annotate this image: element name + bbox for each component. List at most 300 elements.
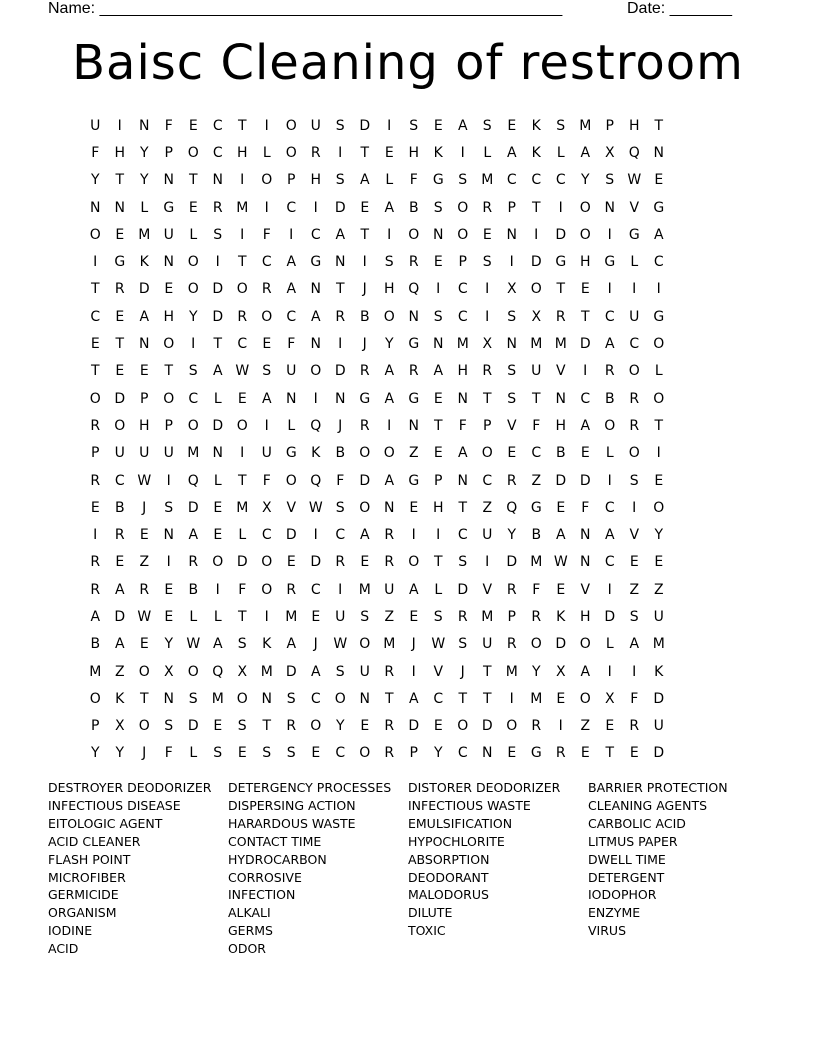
grid-letter: R — [384, 554, 395, 571]
grid-row — [83, 139, 733, 166]
grid-letter: O — [383, 445, 395, 462]
grid-letter: O — [408, 226, 420, 243]
grid-letter: E — [115, 554, 125, 571]
grid-letter: U — [139, 445, 150, 462]
grid-letter: I — [338, 581, 343, 598]
grid-letter: F — [532, 417, 541, 434]
word-column — [588, 779, 768, 940]
grid-letter: N — [139, 117, 150, 134]
grid-letter: T — [384, 690, 394, 707]
grid-letter: Y — [335, 718, 345, 735]
grid-letter: R — [629, 390, 640, 407]
word-list-item: IODINE — [48, 923, 93, 939]
grid-letter: M — [260, 663, 273, 680]
grid-letter: C — [604, 499, 615, 516]
word-list-item: INFECTIOUS WASTE — [408, 797, 531, 813]
grid-letter: O — [236, 281, 248, 298]
grid-letter: S — [409, 117, 419, 134]
grid-row — [83, 467, 733, 494]
grid-letter: F — [91, 144, 100, 161]
grid-letter: A — [457, 117, 468, 134]
grid-letter: W — [137, 472, 152, 489]
grid-letter: L — [605, 636, 614, 653]
grid-letter: D — [604, 608, 616, 625]
grid-letter: W — [235, 363, 250, 380]
grid-row — [83, 713, 733, 740]
grid-letter: D — [212, 308, 224, 325]
grid-letter: O — [163, 390, 175, 407]
grid-letter: I — [607, 281, 612, 298]
grid-letter: N — [335, 254, 346, 271]
grid-letter: D — [359, 117, 371, 134]
grid-letter: T — [654, 417, 664, 434]
grid-letter: A — [139, 308, 150, 325]
grid-letter: O — [653, 499, 665, 516]
grid-letter: O — [89, 226, 101, 243]
word-list-item: DISTORER DEODORIZER — [408, 780, 561, 795]
grid-letter: H — [579, 608, 591, 625]
grid-letter: N — [580, 527, 591, 544]
grid-letter: N — [163, 690, 174, 707]
grid-letter: N — [212, 445, 223, 462]
grid-letter: T — [237, 472, 247, 489]
grid-letter: D — [653, 690, 665, 707]
grid-letter: E — [433, 117, 443, 134]
grid-letter: L — [262, 144, 271, 161]
grid-letter: O — [285, 117, 297, 134]
grid-letter: K — [262, 636, 272, 653]
grid-letter: T — [360, 144, 370, 161]
grid-letter: A — [580, 663, 591, 680]
grid-letter: R — [506, 472, 517, 489]
grid-letter: M — [530, 554, 543, 571]
grid-letter: U — [114, 445, 125, 462]
word-list-item: DWELL TIME — [588, 851, 666, 867]
grid-letter: I — [656, 445, 661, 462]
grid-letter: L — [287, 417, 296, 434]
grid-letter: N — [506, 226, 517, 243]
grid-letter: E — [654, 554, 664, 571]
grid-letter: T — [90, 281, 100, 298]
grid-letter: K — [531, 144, 541, 161]
grid-letter: E — [164, 608, 174, 625]
grid-letter: N — [482, 745, 493, 762]
grid-letter: B — [359, 308, 370, 325]
word-list-item: GERMICIDE — [48, 887, 119, 903]
grid-letter: X — [604, 690, 615, 707]
grid-letter: A — [286, 254, 297, 271]
grid-letter: B — [90, 636, 101, 653]
word-column — [408, 779, 588, 940]
grid-letter: I — [264, 199, 269, 216]
grid-letter: E — [360, 199, 370, 216]
grid-letter: I — [166, 554, 171, 571]
grid-letter: A — [310, 308, 321, 325]
grid-letter: M — [554, 336, 567, 353]
grid-letter: J — [142, 745, 147, 762]
grid-letter: C — [212, 117, 223, 134]
grid-letter: A — [580, 417, 591, 434]
grid-letter: T — [360, 226, 370, 243]
grid-letter: O — [530, 281, 542, 298]
grid-letter: T — [262, 718, 272, 735]
grid-letter: I — [338, 336, 343, 353]
grid-letter: R — [310, 144, 321, 161]
word-list-item: EITOLOGIC AGENT — [48, 815, 163, 831]
grid-letter: K — [654, 663, 664, 680]
grid-letter: T — [237, 254, 247, 271]
grid-letter: D — [653, 745, 665, 762]
grid-letter: E — [213, 718, 223, 735]
grid-letter: I — [240, 445, 245, 462]
grid-letter: I — [632, 663, 637, 680]
grid-letter: S — [286, 690, 296, 707]
word-list-item: DETERGENCY PROCESSES — [228, 780, 392, 795]
grid-letter: O — [285, 472, 297, 489]
grid-letter: M — [579, 117, 592, 134]
grid-letter: R — [482, 363, 493, 380]
grid-letter: A — [335, 226, 346, 243]
grid-letter: I — [436, 527, 441, 544]
grid-letter: Y — [531, 663, 541, 680]
grid-letter: O — [138, 718, 150, 735]
grid-letter: A — [114, 581, 125, 598]
grid-letter: T — [188, 172, 198, 189]
grid-letter: O — [408, 554, 420, 571]
grid-letter: J — [411, 636, 416, 653]
grid-letter: G — [310, 254, 322, 271]
word-list-item: ABSORPTION — [408, 851, 490, 867]
grid-letter: I — [313, 199, 318, 216]
grid-letter: R — [261, 281, 272, 298]
word-list-item: INFECTION — [228, 887, 296, 903]
grid-letter: A — [580, 144, 591, 161]
grid-letter: H — [457, 363, 469, 380]
grid-letter: I — [460, 144, 465, 161]
grid-letter: N — [408, 308, 419, 325]
grid-letter: E — [139, 636, 149, 653]
grid-letter: A — [555, 527, 566, 544]
grid-letter: T — [433, 417, 443, 434]
grid-letter: I — [607, 581, 612, 598]
grid-letter: V — [286, 499, 297, 516]
page-title: Baisc Cleaning of restroom — [72, 35, 744, 91]
grid-row — [83, 494, 733, 521]
grid-letter: R — [531, 718, 542, 735]
grid-letter: I — [264, 608, 269, 625]
grid-letter: C — [531, 172, 542, 189]
grid-letter: F — [336, 472, 345, 489]
grid-letter: A — [408, 581, 419, 598]
word-list-item: DISPERSING ACTION — [228, 797, 356, 813]
grid-row — [83, 167, 733, 194]
grid-letter: H — [138, 417, 150, 434]
grid-letter: E — [360, 554, 370, 571]
grid-letter: P — [164, 417, 173, 434]
grid-letter: S — [482, 254, 492, 271]
grid-letter: R — [384, 527, 395, 544]
grid-letter: Q — [506, 499, 518, 516]
grid-letter: S — [213, 226, 223, 243]
word-list-item: EMULSIFICATION — [408, 815, 513, 831]
grid-letter: E — [629, 745, 639, 762]
grid-letter: H — [163, 308, 175, 325]
grid-row — [83, 440, 733, 467]
grid-letter: T — [605, 745, 615, 762]
grid-letter: L — [556, 144, 565, 161]
grid-letter: I — [313, 390, 318, 407]
grid-letter: H — [555, 417, 567, 434]
grid-letter: I — [656, 281, 661, 298]
grid-letter: N — [163, 254, 174, 271]
grid-row — [83, 385, 733, 412]
grid-letter: R — [188, 554, 199, 571]
grid-letter: I — [632, 281, 637, 298]
grid-letter: I — [485, 554, 490, 571]
grid-letter: C — [580, 390, 591, 407]
grid-letter: I — [240, 172, 245, 189]
word-list-item: ACID CLEANER — [48, 833, 141, 849]
grid-letter: N — [408, 417, 419, 434]
grid-letter: O — [359, 445, 371, 462]
grid-letter: Y — [188, 308, 198, 325]
grid-letter: Y — [507, 527, 517, 544]
grid-letter: M — [481, 608, 494, 625]
grid-letter: N — [384, 499, 395, 516]
grid-letter: K — [531, 117, 541, 134]
grid-letter: E — [115, 308, 125, 325]
grid-letter: Y — [90, 172, 100, 189]
grid-letter: I — [117, 117, 122, 134]
grid-letter: O — [163, 336, 175, 353]
grid-letter: T — [237, 117, 247, 134]
grid-letter: Z — [139, 554, 150, 571]
word-list-item: ODOR — [228, 941, 266, 957]
grid-letter: S — [360, 608, 370, 625]
grid-letter: I — [485, 281, 490, 298]
grid-letter: N — [580, 554, 591, 571]
grid-letter: E — [286, 554, 296, 571]
grid-letter: D — [236, 554, 248, 571]
grid-letter: F — [164, 745, 173, 762]
grid-letter: U — [335, 608, 346, 625]
grid-letter: P — [483, 417, 492, 434]
grid-letter: H — [579, 254, 591, 271]
grid-letter: R — [629, 417, 640, 434]
grid-letter: I — [387, 417, 392, 434]
grid-letter: E — [115, 363, 125, 380]
grid-letter: M — [530, 690, 543, 707]
grid-letter: A — [90, 608, 101, 625]
grid-letter: T — [458, 499, 468, 516]
grid-letter: I — [264, 417, 269, 434]
grid-letter: G — [359, 390, 371, 407]
grid-letter: W — [137, 608, 152, 625]
grid-letter: D — [114, 608, 126, 625]
grid-letter: C — [482, 472, 493, 489]
grid-letter: E — [262, 336, 272, 353]
grid-letter: R — [482, 199, 493, 216]
grid-letter: P — [507, 608, 516, 625]
word-list-item: GERMS — [228, 923, 273, 939]
grid-letter: O — [628, 363, 640, 380]
grid-letter: C — [310, 690, 321, 707]
grid-letter: C — [310, 581, 321, 598]
grid-letter: L — [189, 745, 198, 762]
grid-letter: E — [433, 718, 443, 735]
name-field: Name: ____________________________________________________ — [48, 0, 563, 17]
grid-letter: K — [433, 144, 443, 161]
grid-letter: U — [163, 226, 174, 243]
grid-letter: U — [482, 636, 493, 653]
grid-letter: X — [482, 336, 493, 353]
grid-letter: F — [164, 117, 173, 134]
grid-letter: I — [509, 254, 514, 271]
grid-letter: E — [654, 172, 664, 189]
grid-letter: C — [604, 308, 615, 325]
word-column — [228, 779, 408, 958]
grid-letter: I — [411, 527, 416, 544]
grid-letter: B — [555, 445, 566, 462]
grid-letter: I — [215, 254, 220, 271]
grid-letter: B — [335, 445, 346, 462]
grid-letter: O — [530, 636, 542, 653]
grid-letter: E — [237, 745, 247, 762]
word-list-item: ACID — [48, 941, 79, 957]
grid-letter: N — [310, 336, 321, 353]
word-list-item: DEODORANT — [408, 869, 489, 885]
grid-letter: C — [604, 554, 615, 571]
grid-letter: V — [506, 417, 517, 434]
grid-letter: I — [215, 581, 220, 598]
grid-letter: I — [289, 226, 294, 243]
grid-letter: T — [164, 363, 174, 380]
grid-letter: H — [383, 281, 395, 298]
grid-letter: C — [310, 226, 321, 243]
grid-letter: S — [507, 390, 517, 407]
grid-letter: N — [433, 226, 444, 243]
grid-letter: Q — [408, 281, 420, 298]
grid-letter: I — [362, 254, 367, 271]
word-list-item: HYDROCARBON — [228, 851, 327, 867]
word-list-item: CONTACT TIME — [228, 833, 322, 849]
grid-letter: U — [359, 663, 370, 680]
grid-letter: D — [334, 363, 346, 380]
grid-row — [83, 549, 733, 576]
grid-letter: O — [212, 554, 224, 571]
grid-letter: P — [140, 390, 149, 407]
grid-letter: O — [310, 363, 322, 380]
grid-letter: Z — [408, 445, 419, 462]
grid-letter: A — [286, 636, 297, 653]
grid-letter: E — [213, 499, 223, 516]
grid-letter: E — [409, 499, 419, 516]
grid-letter: R — [114, 527, 125, 544]
grid-letter: P — [409, 745, 418, 762]
grid-letter: A — [384, 390, 395, 407]
grid-letter: O — [89, 390, 101, 407]
grid-letter: N — [433, 336, 444, 353]
grid-row — [83, 631, 733, 658]
grid-letter: B — [114, 499, 125, 516]
grid-letter: S — [556, 117, 566, 134]
grid-letter: K — [139, 254, 149, 271]
grid-letter: H — [408, 144, 420, 161]
grid-letter: M — [89, 663, 102, 680]
grid-letter: C — [433, 690, 444, 707]
grid-letter: U — [310, 117, 321, 134]
grid-letter: O — [457, 199, 469, 216]
grid-letter: L — [213, 472, 222, 489]
grid-letter: S — [482, 117, 492, 134]
grid-letter: I — [166, 472, 171, 489]
grid-letter: N — [212, 172, 223, 189]
grid-letter: P — [91, 445, 100, 462]
grid-letter: A — [384, 199, 395, 216]
grid-letter: X — [114, 718, 125, 735]
grid-letter: O — [359, 499, 371, 516]
grid-letter: V — [629, 199, 640, 216]
grid-letter: X — [555, 663, 566, 680]
grid-letter: D — [481, 718, 493, 735]
grid-letter: E — [654, 472, 664, 489]
grid-row — [83, 194, 733, 221]
grid-letter: O — [236, 417, 248, 434]
grid-letter: K — [311, 445, 321, 462]
grid-row — [83, 112, 733, 139]
grid-letter: S — [262, 745, 272, 762]
grid-letter: G — [432, 172, 444, 189]
grid-letter: N — [114, 199, 125, 216]
grid-letter: E — [580, 745, 590, 762]
grid-row — [83, 248, 733, 275]
grid-letter: C — [629, 336, 640, 353]
grid-letter: N — [286, 390, 297, 407]
grid-letter: G — [408, 390, 420, 407]
grid-letter: M — [187, 445, 200, 462]
grid-letter: D — [579, 472, 591, 489]
grid-letter: O — [457, 226, 469, 243]
grid-letter: Y — [433, 745, 443, 762]
grid-letter: I — [240, 226, 245, 243]
grid-row — [83, 412, 733, 439]
word-list-item: ORGANISM — [48, 905, 117, 921]
grid-letter: B — [531, 527, 542, 544]
grid-letter: T — [482, 390, 492, 407]
grid-letter: G — [604, 254, 616, 271]
grid-letter: A — [604, 527, 615, 544]
grid-letter: D — [555, 472, 567, 489]
word-list-item: MICROFIBER — [48, 869, 126, 885]
grid-letter: F — [238, 581, 247, 598]
grid-row — [83, 303, 733, 330]
grid-letter: O — [579, 690, 591, 707]
grid-letter: L — [189, 226, 198, 243]
grid-letter: D — [530, 254, 542, 271]
grid-letter: Y — [139, 172, 149, 189]
word-list-item: CARBOLIC ACID — [588, 815, 686, 831]
grid-letter: Y — [384, 336, 394, 353]
grid-letter: T — [115, 336, 125, 353]
grid-row — [83, 358, 733, 385]
grid-letter: I — [387, 117, 392, 134]
grid-letter: E — [311, 608, 321, 625]
grid-letter: P — [164, 144, 173, 161]
grid-letter: O — [285, 144, 297, 161]
grid-letter: G — [530, 745, 542, 762]
grid-letter: N — [506, 336, 517, 353]
grid-letter: O — [579, 636, 591, 653]
